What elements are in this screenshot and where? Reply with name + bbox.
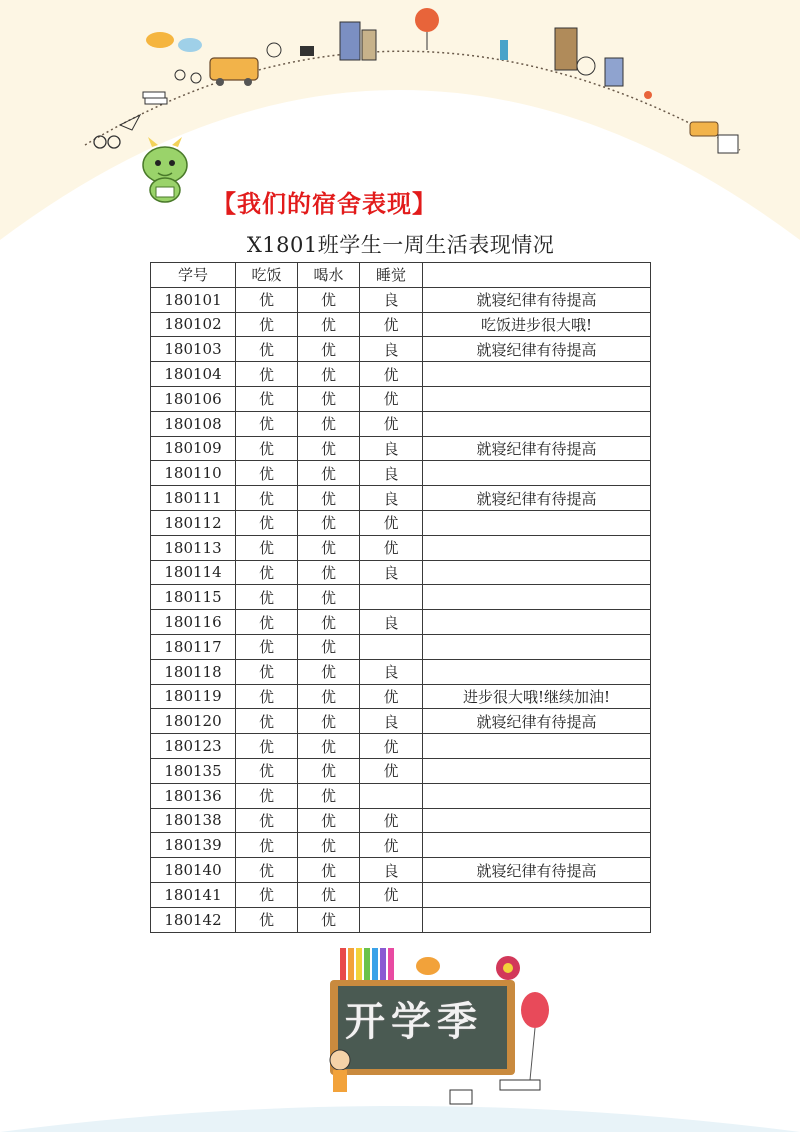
eating-cell: 优: [236, 287, 298, 312]
table-header-row: [151, 263, 651, 288]
table-row: [151, 684, 651, 709]
drinking-cell: 优: [298, 882, 360, 907]
table-row: [151, 734, 651, 759]
table-row: [151, 808, 651, 833]
sleeping-cell: 良: [360, 337, 423, 362]
remark-cell: [423, 411, 651, 436]
sleeping-cell: 优: [360, 758, 423, 783]
drinking-cell: 优: [298, 585, 360, 610]
remark-cell: [423, 808, 651, 833]
student-id-cell: 180140: [151, 858, 236, 883]
eating-cell: 优: [236, 362, 298, 387]
student-id-cell: 180102: [151, 312, 236, 337]
student-id-cell: 180123: [151, 734, 236, 759]
drinking-cell: 优: [298, 362, 360, 387]
table-row: [151, 386, 651, 411]
sleeping-cell: 良: [360, 858, 423, 883]
student-id-cell: 180113: [151, 535, 236, 560]
remark-cell: 就寝纪律有待提高: [423, 436, 651, 461]
remark-cell: 进步很大哦!继续加油!: [423, 684, 651, 709]
sleeping-cell: 良: [360, 709, 423, 734]
eating-cell: 优: [236, 486, 298, 511]
remark-cell: 就寝纪律有待提高: [423, 287, 651, 312]
drinking-cell: 优: [298, 709, 360, 734]
sleeping-cell: [360, 585, 423, 610]
drinking-cell: 优: [298, 312, 360, 337]
remark-cell: [423, 833, 651, 858]
sleeping-cell: 良: [360, 610, 423, 635]
eating-cell: 优: [236, 833, 298, 858]
drinking-cell: 优: [298, 634, 360, 659]
header-sleeping: 睡觉: [360, 263, 423, 288]
drinking-cell: 优: [298, 907, 360, 932]
eating-cell: 优: [236, 411, 298, 436]
drinking-cell: 优: [298, 758, 360, 783]
drinking-cell: 优: [298, 287, 360, 312]
drinking-cell: 优: [298, 461, 360, 486]
drinking-cell: 优: [298, 858, 360, 883]
eating-cell: 优: [236, 560, 298, 585]
sleeping-cell: 优: [360, 510, 423, 535]
remark-cell: 就寝纪律有待提高: [423, 858, 651, 883]
header-remarks: [423, 263, 651, 288]
table-row: [151, 362, 651, 387]
eating-cell: 优: [236, 386, 298, 411]
student-id-cell: 180103: [151, 337, 236, 362]
student-id-cell: 180136: [151, 783, 236, 808]
eating-cell: 优: [236, 436, 298, 461]
drinking-cell: 优: [298, 510, 360, 535]
remark-cell: [423, 734, 651, 759]
eating-cell: 优: [236, 709, 298, 734]
eating-cell: 优: [236, 312, 298, 337]
eating-cell: 优: [236, 882, 298, 907]
table-body: [151, 287, 651, 932]
eating-cell: 优: [236, 461, 298, 486]
eating-cell: 优: [236, 337, 298, 362]
sleeping-cell: 优: [360, 882, 423, 907]
sleeping-cell: 良: [360, 659, 423, 684]
table-row: [151, 436, 651, 461]
sleeping-cell: 良: [360, 486, 423, 511]
remark-cell: [423, 758, 651, 783]
remark-cell: [423, 610, 651, 635]
table-row: [151, 907, 651, 932]
remark-cell: [423, 634, 651, 659]
header-drinking: 喝水: [298, 263, 360, 288]
remark-cell: 就寝纪律有待提高: [423, 486, 651, 511]
remark-cell: [423, 535, 651, 560]
student-id-cell: 180110: [151, 461, 236, 486]
bottom-wash-decoration: [0, 1060, 800, 1132]
drinking-cell: 优: [298, 659, 360, 684]
remark-cell: [423, 510, 651, 535]
eating-cell: 优: [236, 610, 298, 635]
table-title: X1801班学生一周生活表现情况: [151, 226, 651, 263]
sleeping-cell: [360, 907, 423, 932]
student-id-cell: 180135: [151, 758, 236, 783]
table-row: [151, 634, 651, 659]
table-title-row: [151, 226, 651, 263]
table-row: [151, 610, 651, 635]
table-row: [151, 510, 651, 535]
remark-cell: [423, 362, 651, 387]
drinking-cell: 优: [298, 337, 360, 362]
sleeping-cell: 优: [360, 362, 423, 387]
remark-cell: [423, 783, 651, 808]
student-id-cell: 180109: [151, 436, 236, 461]
student-id-cell: 180112: [151, 510, 236, 535]
eating-cell: 优: [236, 535, 298, 560]
student-id-cell: 180115: [151, 585, 236, 610]
student-id-cell: 180108: [151, 411, 236, 436]
student-id-cell: 180111: [151, 486, 236, 511]
table-row: [151, 709, 651, 734]
sleeping-cell: 良: [360, 436, 423, 461]
remark-cell: 就寝纪律有待提高: [423, 709, 651, 734]
eating-cell: 优: [236, 858, 298, 883]
school-doodles-illustration: [0, 0, 800, 200]
eating-cell: 优: [236, 510, 298, 535]
sleeping-cell: 优: [360, 808, 423, 833]
table-row: [151, 411, 651, 436]
sleeping-cell: 优: [360, 734, 423, 759]
student-id-cell: 180116: [151, 610, 236, 635]
drinking-cell: 优: [298, 436, 360, 461]
drinking-cell: 优: [298, 833, 360, 858]
sleeping-cell: 优: [360, 411, 423, 436]
remark-cell: 吃饭进步很大哦!: [423, 312, 651, 337]
drinking-cell: 优: [298, 808, 360, 833]
eating-cell: 优: [236, 659, 298, 684]
drinking-cell: 优: [298, 486, 360, 511]
sleeping-cell: 优: [360, 312, 423, 337]
section-banner-title: 【我们的宿舍表现】: [212, 189, 437, 218]
header-eating: 吃饭: [236, 263, 298, 288]
weekly-performance-table: [150, 226, 651, 933]
sleeping-cell: 良: [360, 287, 423, 312]
remark-cell: [423, 907, 651, 932]
sleeping-cell: [360, 783, 423, 808]
table-row: [151, 312, 651, 337]
sleeping-cell: 良: [360, 461, 423, 486]
sleeping-cell: 优: [360, 386, 423, 411]
student-id-cell: 180142: [151, 907, 236, 932]
remark-cell: [423, 659, 651, 684]
sleeping-cell: [360, 634, 423, 659]
student-id-cell: 180114: [151, 560, 236, 585]
drinking-cell: 优: [298, 734, 360, 759]
sleeping-cell: 优: [360, 833, 423, 858]
table-row: [151, 858, 651, 883]
table-row: [151, 833, 651, 858]
header-student-id: 学号: [151, 263, 236, 288]
remark-cell: [423, 882, 651, 907]
student-id-cell: 180120: [151, 709, 236, 734]
eating-cell: 优: [236, 734, 298, 759]
remark-cell: [423, 560, 651, 585]
remark-cell: 就寝纪律有待提高: [423, 337, 651, 362]
drinking-cell: 优: [298, 684, 360, 709]
eating-cell: 优: [236, 634, 298, 659]
drinking-cell: 优: [298, 560, 360, 585]
drinking-cell: 优: [298, 411, 360, 436]
eating-cell: 优: [236, 808, 298, 833]
blackboard-text: 开学季: [345, 999, 483, 1045]
sleeping-cell: 良: [360, 560, 423, 585]
eating-cell: 优: [236, 585, 298, 610]
pencils-icon: [340, 948, 394, 982]
drinking-cell: 优: [298, 386, 360, 411]
table-row: [151, 461, 651, 486]
sleeping-cell: 优: [360, 684, 423, 709]
student-id-cell: 180101: [151, 287, 236, 312]
student-id-cell: 180139: [151, 833, 236, 858]
student-id-cell: 180118: [151, 659, 236, 684]
table-row: [151, 287, 651, 312]
eating-cell: 优: [236, 758, 298, 783]
dragon-mascot-icon: [130, 135, 200, 205]
table-row: [151, 758, 651, 783]
table-row: [151, 882, 651, 907]
remark-cell: [423, 386, 651, 411]
eating-cell: 优: [236, 907, 298, 932]
sleeping-cell: 优: [360, 535, 423, 560]
student-id-cell: 180138: [151, 808, 236, 833]
student-id-cell: 180117: [151, 634, 236, 659]
remark-cell: [423, 461, 651, 486]
remark-cell: [423, 585, 651, 610]
table-row: [151, 783, 651, 808]
student-id-cell: 180106: [151, 386, 236, 411]
student-id-cell: 180141: [151, 882, 236, 907]
eating-cell: 优: [236, 684, 298, 709]
table-row: [151, 337, 651, 362]
table-row: [151, 659, 651, 684]
eating-cell: 优: [236, 783, 298, 808]
table-row: [151, 560, 651, 585]
drinking-cell: 优: [298, 535, 360, 560]
drinking-cell: 优: [298, 610, 360, 635]
table-row: [151, 585, 651, 610]
drinking-cell: 优: [298, 783, 360, 808]
table-row: [151, 486, 651, 511]
table-row: [151, 535, 651, 560]
student-id-cell: 180104: [151, 362, 236, 387]
student-id-cell: 180119: [151, 684, 236, 709]
